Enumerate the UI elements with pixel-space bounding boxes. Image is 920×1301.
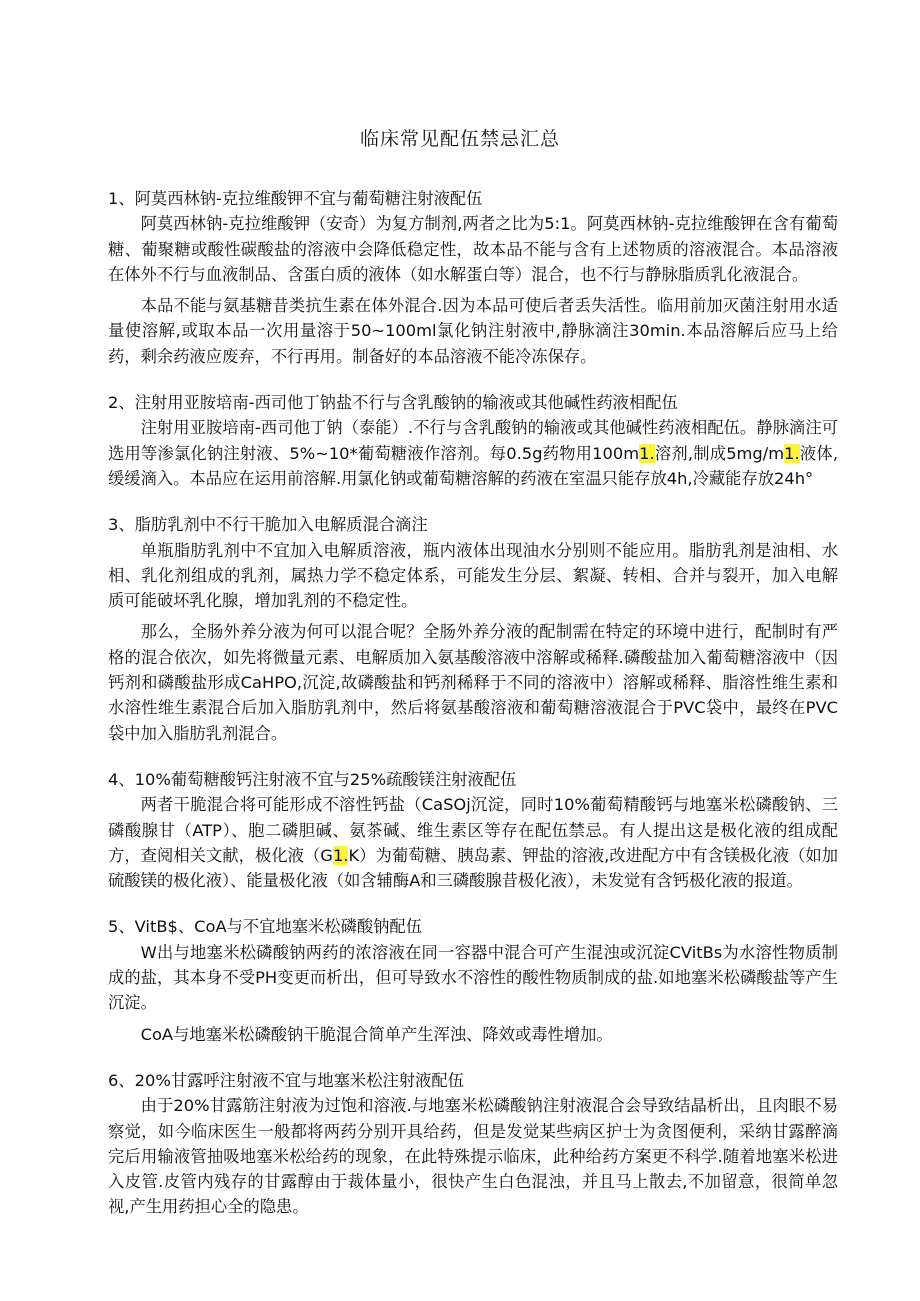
text-run: K）为葡萄糖、胰岛素、钾盐的溶液,改进配方中有含镁极化液（如加硫酸镁的极化液）、能量极化液（如含辅酶A和三磷酸腺昔极化液），未发觉有含钙极化液的报道。 [108, 845, 839, 891]
section-paragraph [108, 293, 838, 369]
section-heading: 3、脂肪乳剂中不行干脆加入电解质混合滴注 [108, 515, 428, 535]
highlighted-text: 1. [784, 443, 800, 463]
section-paragraph [108, 1093, 838, 1219]
text-run: 溶剂,制成5mg∕m [654, 443, 785, 463]
document-body [108, 186, 838, 1220]
text-run: 由于20%甘露筋注射液为过饱和溶液.与地塞米松磷酸钠注射液混合会导致结晶析出，且肉眼不易察觉，如今临床医生一般都将两药分别开具给药，但是发觉某些病区护士为贪图便利，采纳甘露醉滴完后用输液管抽吸地塞米松给药的现象，在此特殊提示临床，此种给药方案更不科学.随着地塞米松进入皮管.皮管内残存的甘露醇由于裁体量小，很快产生白色混浊，并且马上散去,不加留意，很简单忽视,产生用药担心全的隐患。 [108, 1096, 838, 1217]
section-heading: 2、注射用亚胺培南-西司他丁钠盐不行与含乳酸钠的输液或其他碱性药液相配伍 [108, 393, 678, 413]
section-2 [108, 390, 838, 491]
text-run: CoA与地塞米松磷酸钠干脆混合简单产生浑浊、降效或毒性增加。 [140, 1024, 613, 1044]
section-paragraph [108, 619, 838, 745]
section-1 [108, 186, 838, 369]
section-paragraph [108, 940, 838, 1016]
section-paragraph [108, 1022, 838, 1047]
section-5 [108, 914, 838, 1046]
section-6 [108, 1068, 838, 1220]
section-paragraph [108, 538, 838, 614]
section-heading: 4、10%葡萄糖酸钙注射液不宜与25%疏酸镁注射液配伍 [108, 769, 517, 789]
text-run: 两者干脆混合将可能形成不溶性钙盐（CaSOj沉淀，同时10%葡萄精酸钙与地塞米松磷酸钠、三磷酸腺甘（ATP）、胞二磷胆碱、氨茶碱、维生素区等存在配伍禁忌。有人提出这是极化液的组成配方，查阅相关文献，极化液（G [108, 795, 838, 865]
text-run: 注射用亚胺培南-西司他丁钠（泰能）.不行与含乳酸钠的输液或其他碱性药液相配伍。静脉滴注可选用等渗氯化钠注射液、5%~10*葡萄糖液作溶剂。每0.5g药物用100m [108, 418, 838, 463]
section-heading: 1、阿莫西林钠-克拉维酸钾不宜与葡萄糖注射液配伍 [108, 189, 483, 208]
text-run: 阿莫西林钠-克拉维酸钾（安奇）为复方制剂,两者之比为5:1。阿莫西林钠-克拉维酸钾在含有葡萄糖、葡聚糖或酸性碳酸盐的溶液中会降低稳定性，故本品不能与含有上述物质的溶液混合。本品溶液在体外不行与血液制品、含蛋白质的液体（如水解蛋白等）混合，也不行与静脉脂质乳化液混合。 [108, 214, 838, 284]
section-paragraph [108, 792, 838, 893]
text-run: 液体,缓缓滴入。本品应在运用前溶解.用氯化钠或葡萄糖溶解的药液在室温只能存放4h,冷藏能存放24h° [108, 443, 838, 488]
text-run: 单瓶脂肪乳剂中不宜加入电解质溶液，瓶内液体出现油水分别则不能应用。脂肪乳剂是油相、水相、乳化剂组成的乳剂，属热力学不稳定体系，可能发生分层、絮凝、转相、合并与裂开，加入电解质可能破坏乳化腺，增加乳剂的不稳定性。 [108, 540, 838, 611]
section-3 [108, 512, 838, 746]
text-run: 那么，全肠外养分液为何可以混合呢？全肠外养分液的配制需在特定的环境中进行，配制时有严格的混合依次，如先将微量元素、电解质加入氨基酸溶液中溶解或稀释.磷酸盐加入葡萄糖溶液中（因钙剂和磷酸盐形成CaHPO,沉淀,故磷酸盐和钙剂稀释于不同的溶液中）溶解或稀释、脂溶性维生素和水溶性维生素混合后加入脂肪乳剂中，然后将氨基酸溶液和葡萄糖溶液混合于PVC袋中，最终在PVC袋中加入脂肪乳剂混合。 [108, 622, 838, 743]
text-run: 本品不能与氨基糖昔类抗生素在体外混合.因为本品可使后者丢失活性。临用前加灭菌注射用水适量使溶解,或取本品一次用量溶于50~100ml氯化钠注射液中,静脉滴注30min.本品溶解后应马上给药，剩余药液应废弃，不行再用。制备好的本品溶液不能冷冻保存。 [108, 296, 838, 366]
section-paragraph [108, 211, 838, 287]
section-heading: 5、VitB$、CoA与不宜地塞米松磷酸钠配伍 [108, 917, 422, 937]
text-run: W出与地塞米松磷酸钠两药的浓溶液在同一容器中混合可产生混浊或沉淀CVitBs为水溶性物质制成的盐，其本身不受PH变更而析出，但可导致水不溶性的酸性物质制成的盐.如地塞米松磷酸盐等产生沉淀。 [108, 942, 838, 1013]
highlighted-text: 1. [639, 443, 655, 463]
section-heading: 6、20%甘露呼注射液不宜与地塞米松注射液配伍 [108, 1070, 464, 1090]
document-title: 临床常见配伍禁忌汇总 [359, 128, 560, 150]
section-paragraph [108, 415, 838, 491]
highlighted-text: 1. [332, 845, 349, 865]
section-4 [108, 767, 838, 893]
